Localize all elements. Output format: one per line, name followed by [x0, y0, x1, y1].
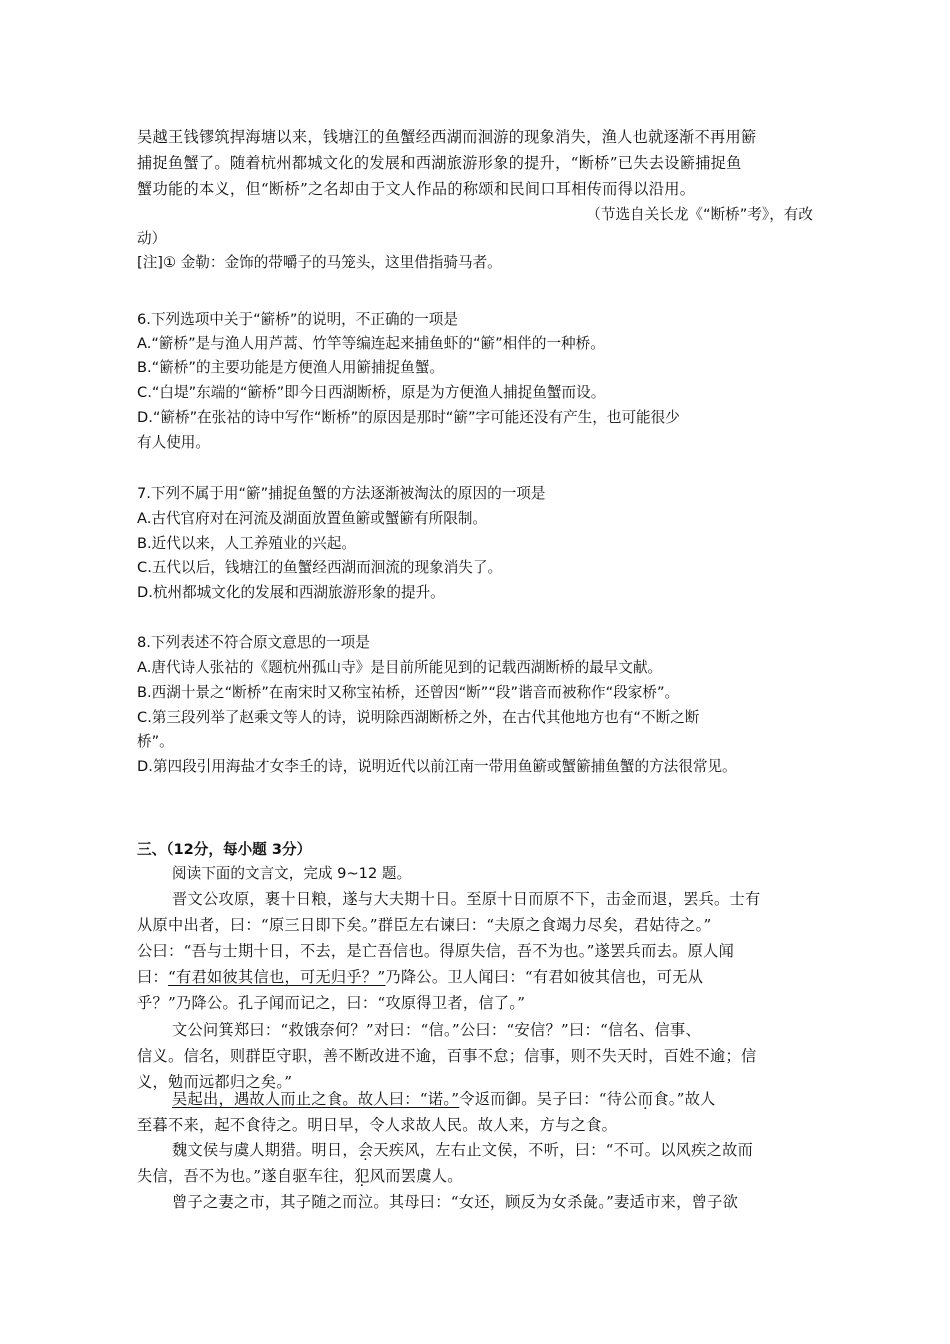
- classical-text-line: [137, 1166, 463, 1186]
- passage-line: 捕捉鱼蟹了。随着杭州都城文化的发展和西湖旅游形象的提升，“断桥”已失去设簖捕捉鱼: [137, 154, 742, 172]
- classical-text-line: [172, 1089, 716, 1109]
- dotted-character: 犯: [354, 1167, 370, 1185]
- classical-text-line: 义，勉而远都归之矣。”: [137, 1073, 293, 1091]
- text-segment: 风而罢虞人。: [369, 1167, 463, 1185]
- text-segment: 魏文侯与虞人期猎。明日，: [172, 1141, 358, 1159]
- passage-line: 吴越王钱镠筑捍海塘以来，钱塘江的鱼蟹经西湖而洄游的现象消失，渔人也就逐渐不再用簖: [137, 128, 757, 146]
- text-segment: 曰：: [137, 968, 168, 986]
- passage-line: 蟹功能的本义，但“断桥”之名却由于文人作品的称颂和民间口耳相传而得以沿用。: [137, 180, 696, 198]
- question-7-option-b: B.近代以来，人工养殖业的兴起。: [137, 535, 356, 552]
- dotted-character: 会: [357, 1141, 374, 1159]
- question-6-option-b: B.“簖桥”的主要功能是方便渔人用簖捕捉鱼蟹。: [137, 359, 445, 376]
- text-segment: 食。”故人: [653, 1090, 716, 1108]
- question-8-option-c: C.第三段列举了赵乘文等人的诗，说明除西湖断桥之外，在古代其他地方也有“不断之断: [137, 709, 700, 726]
- question-7-option-c: C.五代以后，钱塘江的鱼蟹经西湖而洄流的现象消失了。: [137, 559, 503, 576]
- question-7-option-a: A.古代官府对在河流及湖面放置鱼簖或蟹簖有所限制。: [137, 510, 488, 527]
- question-8-option-c-cont: 桥”。: [137, 733, 174, 750]
- text-segment: 失信，吾不为也。”遂自驱车往，: [137, 1167, 355, 1185]
- question-6-option-c: C.“白堤”东端的“簖桥”即今日西湖断桥，原是为方便渔人捕捉鱼蟹而设。: [137, 384, 606, 401]
- section-3-instruction: 阅读下面的文言文，完成 9~12 题。: [172, 865, 412, 882]
- question-6-option-d-cont: 有人使用。: [137, 434, 210, 451]
- classical-text-line: 晋文公攻原，裹十日粮，遂与大夫期十日。至原十日而原不下，击金而退，罢兵。士有: [172, 890, 761, 908]
- dotted-character: 而: [637, 1090, 654, 1108]
- classical-text-line: 曾子之妻之市，其子随之而泣。其母曰：“女还，顾反为女杀彘。”妻适市来，曾子欲: [172, 1193, 739, 1211]
- question-8-option-b: B.西湖十景之“断桥”在南宋时又称宝祐桥，还曾因“断”“段”谐音而被称作“段家桥”。: [137, 684, 680, 701]
- question-8-option-d: D.第四段引用海盐才女李壬的诗，说明近代以前江南一带用鱼簖或蟹簖捕鱼蟹的方法很常见。: [137, 758, 737, 775]
- section-3-heading: 三、（12分，每小题 3分）: [137, 841, 312, 858]
- classical-text-line: 至暮不来，起不食待之。明日早，令人求故人民。故人来，方与之食。: [137, 1116, 618, 1134]
- classical-text-line: [172, 1140, 753, 1160]
- question-6-option-d: D.“簖桥”在张祜的诗中写作“断桥”的原因是那时“簖”字可能还没有产生，也可能很少: [137, 409, 680, 426]
- text-segment: 天疾风，左右止文侯，不听，曰：“不可。以风疾之故而: [373, 1141, 754, 1159]
- source-citation-cont: 动）: [137, 230, 167, 247]
- classical-text-line: 从原中出者，曰：“原三日即下矣。”群臣左右谏曰：“夫原之食竭力尽矣，君姑待之。”: [137, 916, 712, 934]
- underlined-sentence: 吴起出，遇故人而止之食。故人曰：“诺。”: [172, 1090, 460, 1108]
- question-7-stem: 7.下列不属于用“簖”捕捉鱼蟹的方法逐渐被淘汰的原因的一项是: [137, 485, 546, 502]
- question-6-option-a: A.“簖桥”是与渔人用芦蒿、竹竿等编连起来捕鱼虾的“簖”相伴的一种桥。: [137, 335, 605, 352]
- underlined-sentence: “有君如彼其信也，可无归乎？”: [167, 968, 386, 986]
- source-citation: （节选自关长龙《“断桥”考》，有改: [586, 206, 813, 223]
- classical-text-line: 文公问箕郑曰：“救饿奈何？”对曰：“信。”公曰：“安信？”曰：“信名、信事、: [172, 1021, 701, 1039]
- question-8-stem: 8.下列表述不符合原文意思的一项是: [137, 634, 370, 651]
- question-8-option-a: A.唐代诗人张祜的《题杭州孤山寺》是目前所能见到的记载西湖断桥的最早文献。: [137, 659, 663, 676]
- classical-text-line: [137, 967, 703, 987]
- classical-text-line: 乎？”乃降公。孔子闻而记之，曰：“攻原得卫者，信了。”: [137, 994, 526, 1012]
- classical-text-line: 公曰：“吾与士期十日，不去，是亡吾信也。得原失信，吾不为也。”遂罢兵而去。原人闻: [137, 942, 735, 960]
- classical-text-line: 信义。信名，则群臣守职，善不断改进不逾，百事不怠；信事，则不失天时，百姓不逾；信: [137, 1047, 757, 1065]
- footnote: [注]① 金勒：金饰的带嚼子的马笼头，这里借指骑马者。: [137, 254, 502, 271]
- text-segment: 乃降公。卫人闻曰：“有君如彼其信也，可无从: [385, 968, 704, 986]
- question-6-stem: 6.下列选项中关于“簖桥”的说明，不正确的一项是: [137, 311, 458, 328]
- question-7-option-d: D.杭州都城文化的发展和西湖旅游形象的提升。: [137, 584, 445, 601]
- text-segment: 令返而御。吴子曰：“待公: [459, 1090, 638, 1108]
